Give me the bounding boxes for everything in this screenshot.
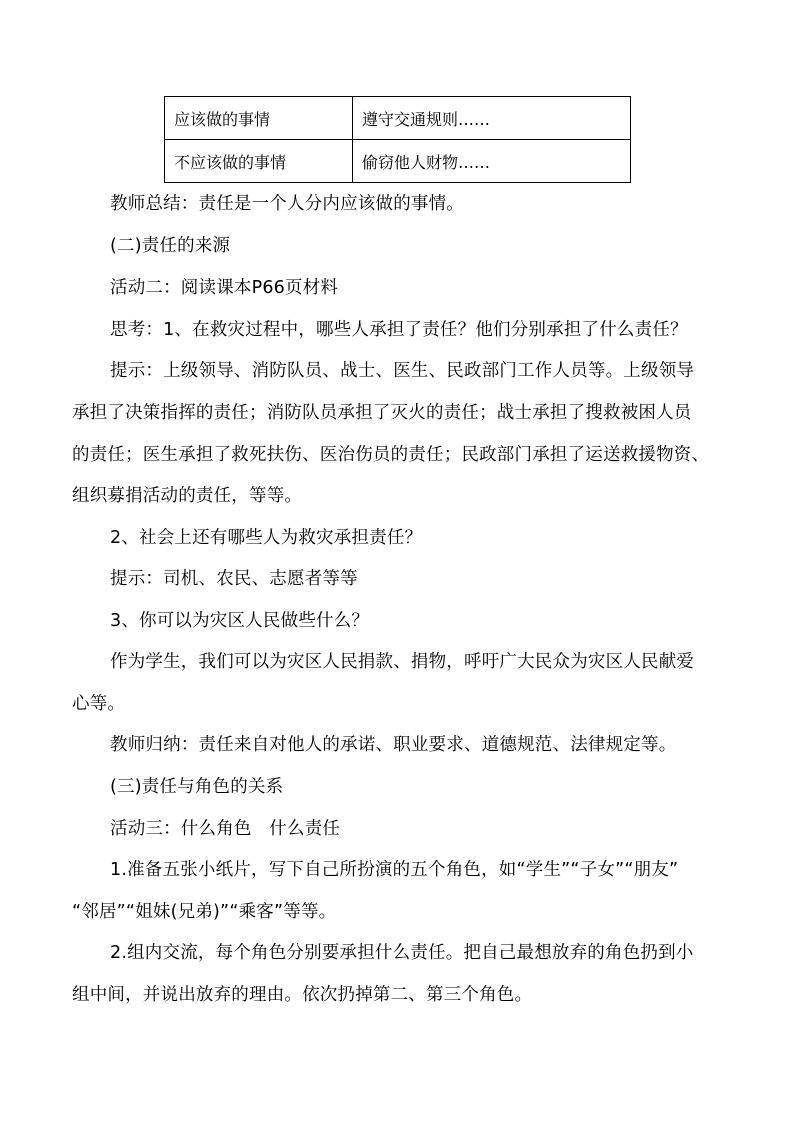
teacher-summary: 教师总结：责任是一个人分内应该做的事情。	[110, 194, 464, 214]
paragraph-line: 组中间，并说出放弃的理由。依次扔掉第二、第三个角色。	[72, 985, 533, 1005]
paragraph-line: “邻居”“姐妹(兄弟)”“乘客”等等。	[72, 902, 337, 922]
paragraph-line: 2.组内交流，每个角色分别要承担什么责任。把自己最想放弃的角色扔到小	[110, 943, 694, 963]
activity-heading: 活动二：阅读课本P66页材料	[110, 278, 339, 298]
table-cell-label: 不应该做的事情	[165, 140, 353, 183]
paragraph-line: 作为学生，我们可以为灾区人民捐款、捐物，呼吁广大民众为灾区人民献爱	[110, 652, 695, 672]
paragraph-line: 心等。	[72, 694, 126, 714]
teacher-conclusion: 教师归纳：责任来自对他人的承诺、职业要求、道德规范、法律规定等。	[110, 735, 677, 755]
duty-table	[164, 96, 631, 183]
section-heading: (二)责任的来源	[110, 236, 231, 256]
paragraph-line: 的责任；医生承担了救死扶伤、医治伤员的责任；民政部门承担了运送救援物资、	[72, 445, 710, 465]
question-line: 思考：1、在救灾过程中，哪些人承担了责任？他们分别承担了什么责任？	[110, 320, 688, 340]
table-cell-example: 偷窃他人财物……	[353, 140, 631, 183]
paragraph-line: 承担了决策指挥的责任；消防队员承担了灭火的责任；战士承担了搜救被困人员	[72, 403, 692, 423]
hint-line: 提示：上级领导、消防队员、战士、医生、民政部门工作人员等。上级领导	[110, 361, 695, 381]
table-row	[165, 97, 631, 140]
hint-line: 提示：司机、农民、志愿者等等	[110, 569, 358, 589]
question-line: 3、你可以为灾区人民做些什么？	[110, 611, 370, 631]
activity-heading: 活动三：什么角色 什么责任	[110, 819, 341, 839]
paragraph-line: 1.准备五张小纸片，写下自己所扮演的五个角色，如“学生”“子女”“朋友”	[110, 860, 679, 880]
table-row	[165, 140, 631, 183]
table-cell-label: 应该做的事情	[165, 97, 353, 140]
question-line: 2、社会上还有哪些人为救灾承担责任？	[110, 528, 423, 548]
paragraph-line: 组织募捐活动的责任，等等。	[72, 486, 303, 506]
section-heading: (三)责任与角色的关系	[110, 777, 284, 797]
table-cell-example: 遵守交通规则……	[353, 97, 631, 140]
